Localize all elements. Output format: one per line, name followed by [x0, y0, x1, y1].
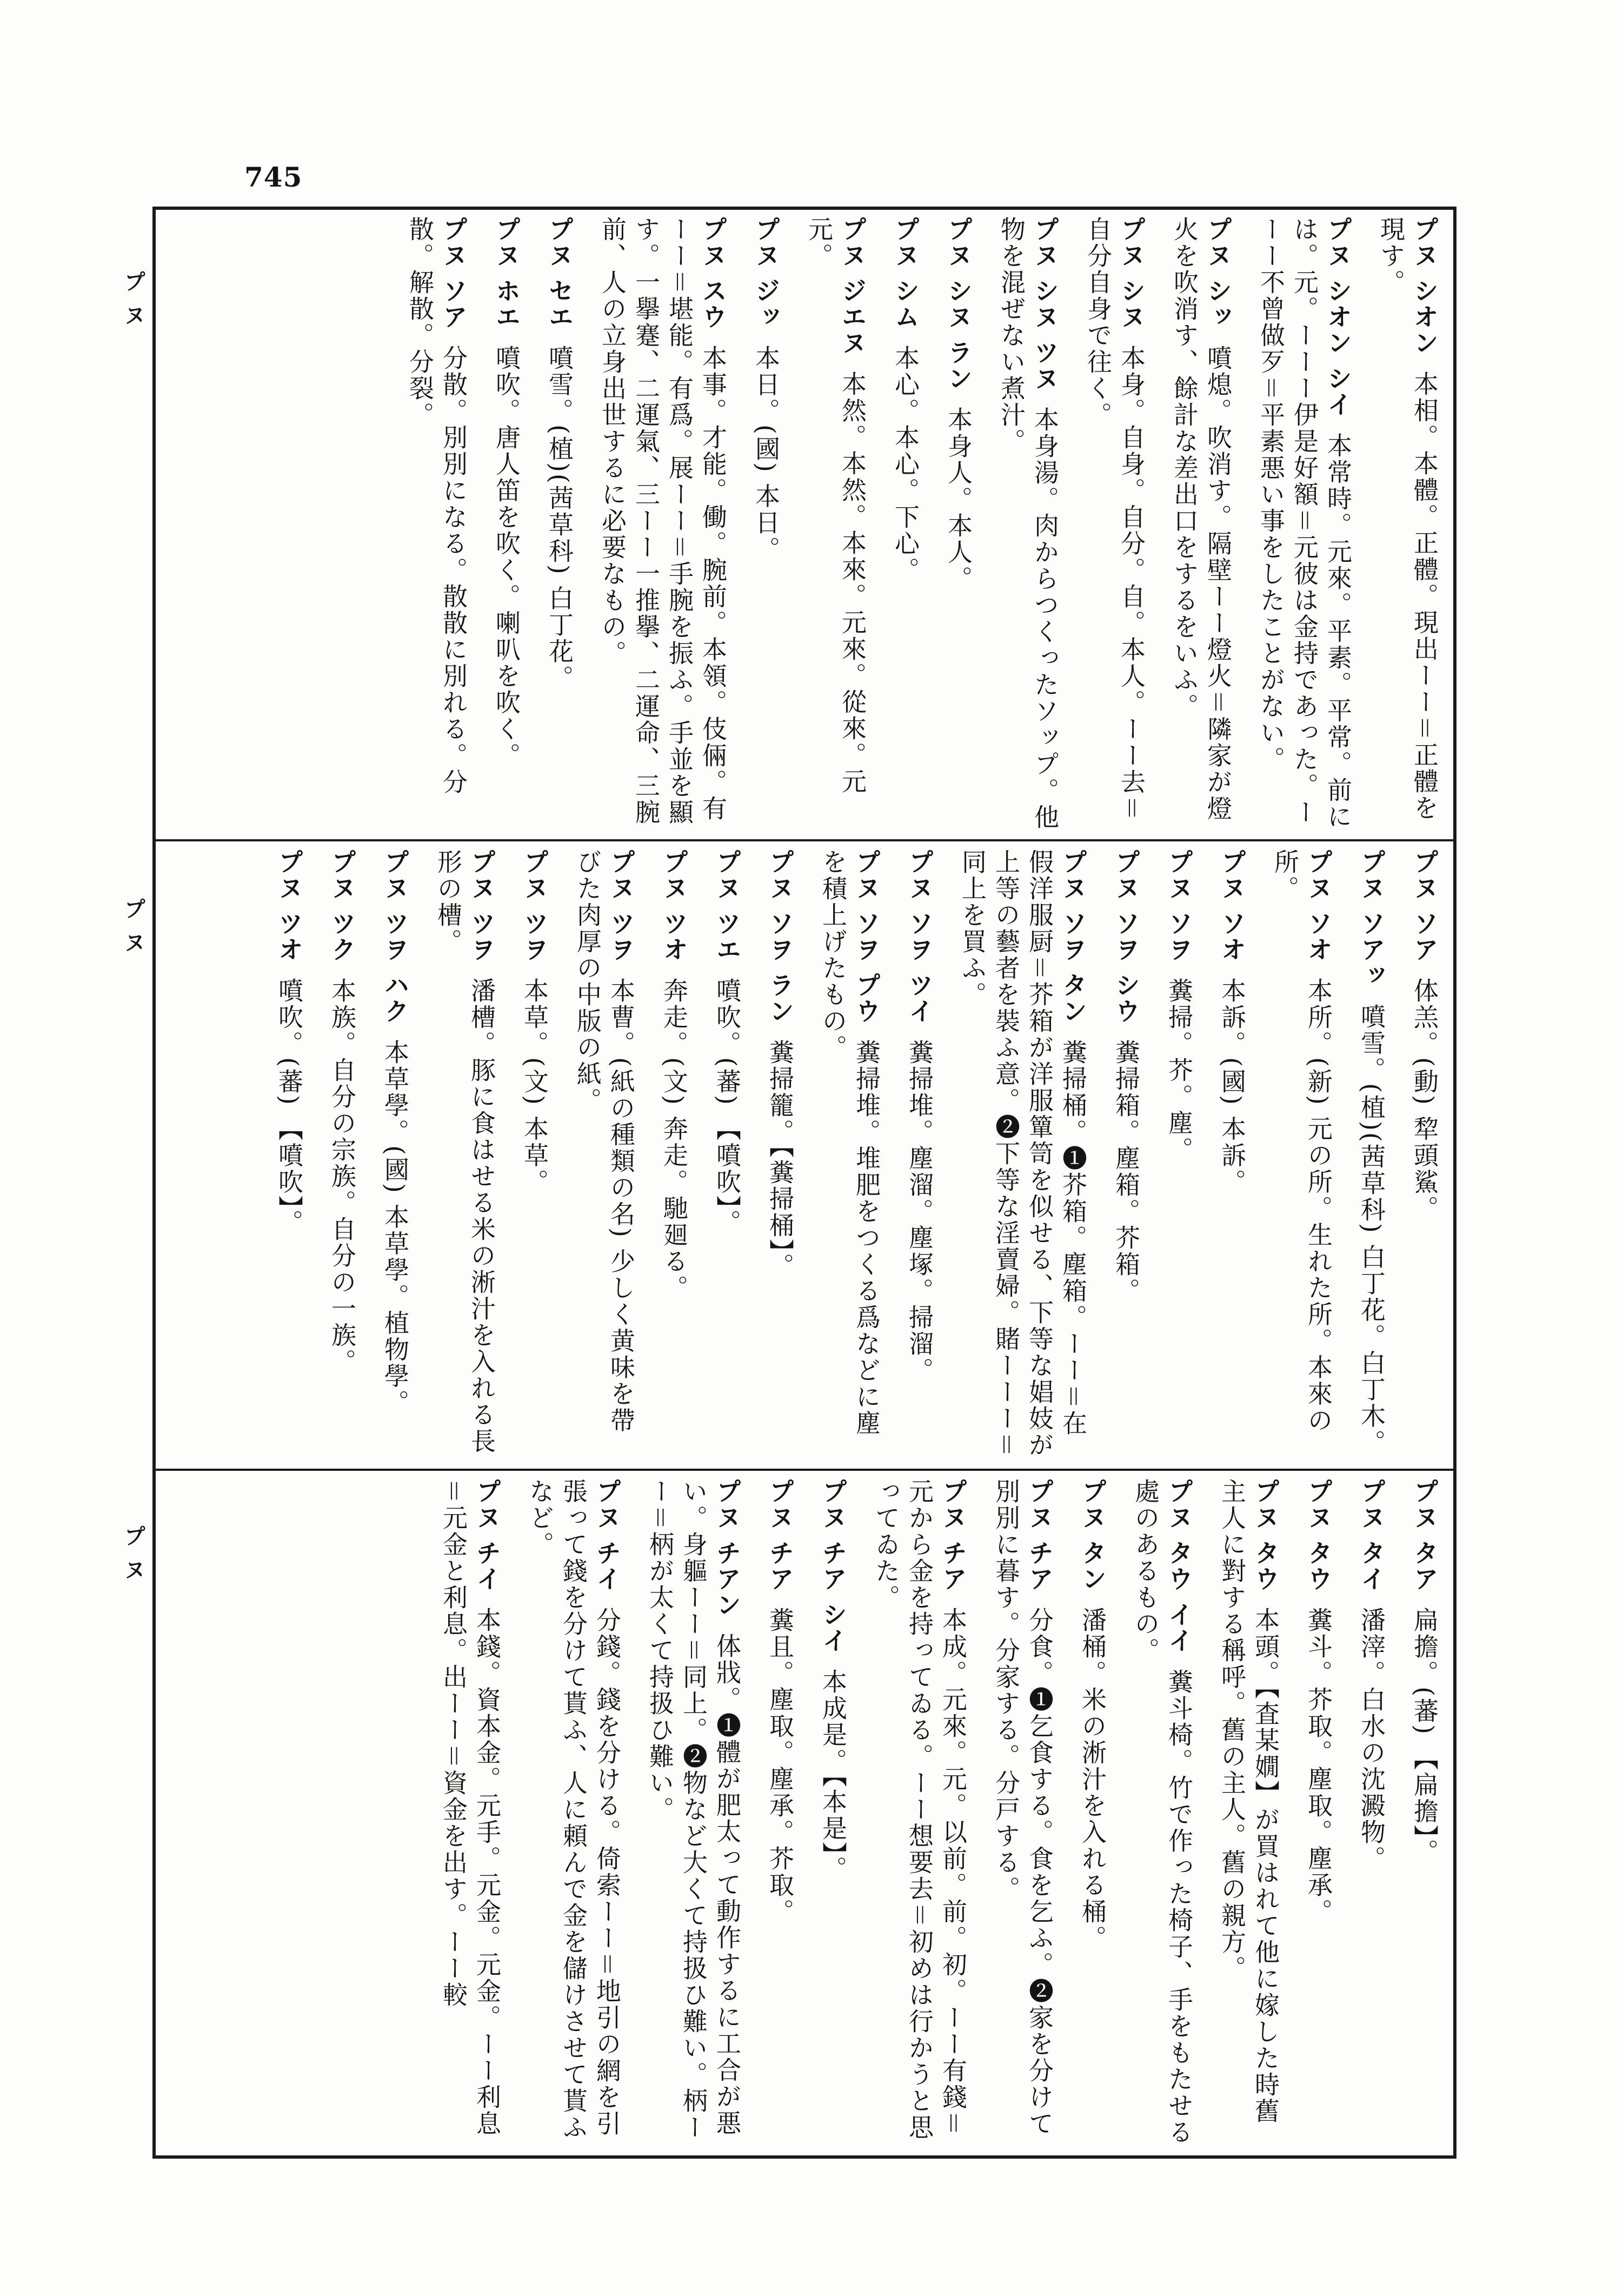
entry-definition: 潘滓。白水の沈澱物。: [1357, 1607, 1386, 1873]
entry-headword: プヌ ツク: [328, 849, 357, 963]
entry-headword: プヌ シオン シイ: [1323, 216, 1353, 418]
entry-definition: 本身。自身。自分。自。本人。ーー去＝自分自身で往く。: [1083, 216, 1146, 822]
entry-headword: プヌ チア: [1025, 1478, 1054, 1592]
entry: [1081, 216, 1148, 833]
entry-definition: 噴雪。(植)(茜草科) 白丁花。: [545, 345, 574, 692]
entry-definition: 潘槽。豚に食はせる米の淅汁を入れる長形の槽。: [434, 849, 496, 1455]
entry: [802, 216, 869, 833]
band-divider: [152, 839, 1456, 841]
entry: [956, 849, 1090, 1460]
entry-definition: 本常時。元來。平素。平常。前には。元。ーーー伊是好額＝元彼は金持であった。ーーー不曾做歹＝平素悪い事をしたことがない。: [1256, 216, 1353, 831]
entry-headword: プヌ シヌ ラン: [944, 216, 973, 392]
entry-definition: 糞斗椅。竹で作った椅子、手をもたせる處のあるもの。: [1131, 1478, 1194, 2146]
entry-headword: プヌ ソア: [1410, 849, 1439, 963]
section-label-top: プヌ: [121, 270, 145, 337]
entry: [1129, 1478, 1196, 2149]
entry-definition: 本頭。【査某嫺】が買はれて他に嫁した時舊主人に對する稱呼。舊の主人。舊の親方。: [1218, 1478, 1280, 2125]
band-bottom: [158, 1478, 1451, 2149]
entry: [749, 216, 783, 833]
entry-headword: プヌ ソオ: [1218, 849, 1247, 963]
entry: [1168, 216, 1235, 833]
entry: [437, 1478, 504, 2149]
section-label-middle: プヌ: [121, 898, 145, 965]
entry-definition: 糞掃箱。塵箱。芥箱。: [1112, 1039, 1141, 1305]
entry: [989, 1478, 1056, 2149]
entry: [763, 849, 797, 1460]
entry: [763, 1478, 797, 2149]
entry: [1302, 1478, 1335, 2149]
page-number: 745: [244, 161, 303, 193]
entry-headword: プヌ ジエヌ: [838, 216, 867, 356]
entry: [490, 216, 523, 833]
entry-definition: 本錢。資本金。元手。元金。元金。ーー利息＝元金と利息。出ーー＝資金を出す。ーー較: [439, 1478, 502, 2138]
entry-definition: 本訴。(國) 本訴。: [1218, 978, 1247, 1196]
entry-headword: プヌ タイ: [1357, 1478, 1386, 1592]
entry-definition: 本事。才能。働。腕前。本領。伎倆。有ーー＝堪能。有爲。展ーー＝手腕を振ふ。手並を顯す。一擧蹇、二運氣、三ーー一推擧、二運命、三腕前、人の立身出世するに必要なもの。: [598, 216, 728, 826]
entry: [378, 849, 412, 1460]
entry-definition: 本曹。(紙の種類の名) 少しく黄味を帶びた肉厚の中版の紙。: [573, 849, 636, 1434]
entry: [816, 849, 883, 1460]
entry: [518, 849, 551, 1460]
entry: [1215, 1478, 1282, 2149]
entry-headword: プヌ チア: [766, 1478, 795, 1592]
entry-definition: 体羔。(動) 犂頭鯊。: [1410, 978, 1439, 1222]
entry-headword: プヌ ツヲ: [520, 849, 549, 963]
entry-definition: 糞斗。芥取。塵取。塵承。: [1304, 1607, 1333, 1926]
entry: [571, 849, 638, 1460]
entry-headword: プヌ タウ: [1304, 1478, 1333, 1592]
entry-headword: プヌ シム: [891, 216, 920, 330]
entry-definition: 噴吹。(蕃) 【噴吹】。: [713, 978, 742, 1236]
entry-headword: プヌ スウ: [699, 216, 728, 330]
entry: [1408, 1478, 1441, 2149]
entry-definition: 噴熄。吹消す。隔壁ーー燈火＝隣家が燈火を吹消す、餘計な差出口をするをいふ。: [1170, 216, 1233, 822]
entry: [903, 849, 936, 1460]
entry-headword: プヌ ソヲ シウ: [1112, 849, 1141, 1025]
entry-definition: 奔走。(文) 奔走。馳廻る。: [660, 978, 689, 1302]
entry: [1109, 849, 1143, 1460]
entry-headword: プヌ ホエ: [492, 216, 521, 330]
entry-headword: プヌ シッ: [1203, 216, 1233, 330]
entry-definition: 本族。自分の宗族。自分の一族。: [328, 978, 357, 1376]
entry-headword: プヌ チアン: [713, 1478, 742, 1618]
entry-headword: プヌ チア シイ: [819, 1478, 848, 1654]
entry: [869, 1478, 970, 2149]
entry-definition: 本然。本然。本來。元來。從來。元元。: [804, 216, 867, 795]
entry-definition: 本日。(國) 本日。: [751, 345, 781, 563]
entry-definition: 本草學。(國) 本草學。植物學。: [381, 1039, 410, 1416]
entry-definition: 本成。元來。元。以前。前。初。ーー有錢＝元から金を持ってゐる。ーー想要去＝初めは行かうと思ってゐた。: [872, 1478, 968, 2141]
entry-headword: プヌ ソヲ ラン: [766, 849, 795, 1025]
entry: [643, 1478, 744, 2149]
entry-headword: プヌ ツエ: [713, 849, 742, 963]
entry: [1076, 1478, 1109, 2149]
entry-headword: プヌ ツヲ: [467, 849, 496, 963]
entry-definition: 糞掃堆。塵溜。塵塚。掃溜。: [905, 1039, 934, 1384]
entry-definition: 糞且。塵取。塵承。芥取。: [766, 1607, 795, 1926]
entry: [543, 216, 576, 833]
entry-headword: プヌ ツオ: [275, 849, 304, 963]
entry-headword: プヌ チア: [939, 1478, 968, 1592]
entry-headword: プヌ シオン: [1410, 216, 1439, 356]
entry: [272, 849, 306, 1460]
entry-definition: 糞掃籠。【糞掃桶】。: [766, 1039, 795, 1280]
entry-definition: 糞掃桶。❶芥箱。塵箱。ーー＝在假洋服厨＝芥箱が洋服簞笥を似せる、下等な娼妓が上等の藝者を裝ふ意。❷下等な淫賣婦。賭ーーー＝同上を買ふ。: [958, 849, 1088, 1458]
entry-definition: 噴吹。(蕃) 【噴吹】。: [275, 978, 304, 1236]
entry-headword: プヌ タウ: [1251, 1478, 1280, 1592]
entry-definition: 潘桶。米の淅汁を入れる桶。: [1078, 1607, 1107, 1952]
entry: [1162, 849, 1196, 1460]
entry-definition: 本草。(文) 本草。: [520, 978, 549, 1196]
entry-definition: 噴雪。(植)(茜草科) 白丁花。白丁木。: [1357, 1004, 1386, 1456]
entry-definition: 糞掃。芥。塵。: [1165, 978, 1194, 1164]
entry-headword: プヌ ツヲ ハク: [381, 849, 410, 1025]
band-divider: [152, 1469, 1456, 1471]
entry-headword: プヌ ツヲ: [607, 849, 636, 963]
entry-headword: プヌ ソヲ プウ: [852, 849, 881, 1025]
entry: [325, 849, 359, 1460]
entry-headword: プヌ ソヲ タン: [1059, 849, 1088, 1025]
entry: [1215, 849, 1249, 1460]
entry: [942, 216, 975, 833]
entry-headword: プヌ ソヲ ツイ: [905, 849, 934, 1025]
entry-definition: 本相。本體。正體。現出ーー＝正體を現す。: [1376, 216, 1439, 822]
section-label-bottom: プヌ: [121, 1525, 145, 1592]
entry: [995, 216, 1062, 833]
entry-headword: プヌ ソヲ: [1165, 849, 1194, 963]
entry-headword: プヌ ツオ: [660, 849, 689, 963]
entry: [816, 1478, 850, 2149]
entry: [431, 849, 498, 1460]
entry-definition: 分食。❶乞食する。食を乞ふ。❷家を分けて別別に暮す。分家する。分戸する。: [992, 1478, 1054, 2138]
entry-definition: 扁擔。(蕃) 【扁擔】。: [1410, 1607, 1439, 1866]
entry: [657, 849, 691, 1460]
entry-definition: 本心。本心。下心。: [891, 345, 920, 584]
entry-headword: プヌ ソア: [439, 216, 468, 330]
entry-definition: 本身湯。肉からつくったソップ。他物を混ぜない煮汁。: [997, 216, 1060, 831]
entry: [1268, 849, 1335, 1460]
entry-headword: プヌ シヌ ツヌ: [1030, 216, 1060, 392]
entry: [1254, 216, 1355, 833]
entry-headword: プヌ チイ: [593, 1478, 622, 1592]
entry-headword: プヌ ソアッ: [1357, 849, 1386, 989]
band-middle: [158, 849, 1451, 1460]
entry-definition: 噴吹。唐人笛を吹く。喇叭を吹く。: [492, 345, 521, 769]
entry-headword: プヌ タン: [1078, 1478, 1107, 1592]
entry: [403, 216, 470, 833]
band-top: [158, 216, 1451, 833]
entry-definition: 分散。別別になる。散散に別れる。分散。解散。分裂。: [405, 216, 468, 796]
entry-headword: プヌ シヌ: [1117, 216, 1146, 330]
entry-definition: 本成是。【本是】。: [819, 1669, 848, 1883]
entry: [1374, 216, 1441, 833]
entry-definition: 体戕。❶體が肥太って動作するに工合が悪い。身軀ーー＝同上。❷物など大くて持扱ひ難い。柄ーー＝柄が太くて持扱ひ難い。: [646, 1478, 742, 2141]
entry: [1408, 849, 1441, 1460]
entry: [710, 849, 744, 1460]
entry-headword: プヌ タア: [1410, 1478, 1439, 1592]
entry: [889, 216, 922, 833]
entry-headword: プヌ セエ: [545, 216, 574, 330]
entry-headword: プヌ タウ イイ: [1165, 1478, 1194, 1654]
entry: [523, 1478, 624, 2149]
entry-definition: 本身人。本人。: [944, 407, 973, 593]
entry-headword: プヌ チイ: [473, 1478, 502, 1592]
entry-definition: 糞掃堆。堆肥をつくる爲などに塵を積上げたもの。: [819, 849, 881, 1437]
entry: [1355, 849, 1388, 1460]
entry: [1355, 1478, 1388, 2149]
entry-headword: プヌ ジッ: [751, 216, 781, 330]
entry-definition: 本所。(新) 元の所。生れた所。本來の所。: [1271, 849, 1333, 1434]
entry-definition: 分錢。錢を分ける。倚索ーー＝地引の網を引張って錢を分けて貰ふ、人に頼んで金を儲けさせて貰ふなど。: [526, 1478, 622, 2141]
entry-headword: プヌ ソオ: [1304, 849, 1333, 963]
entry: [596, 216, 730, 833]
